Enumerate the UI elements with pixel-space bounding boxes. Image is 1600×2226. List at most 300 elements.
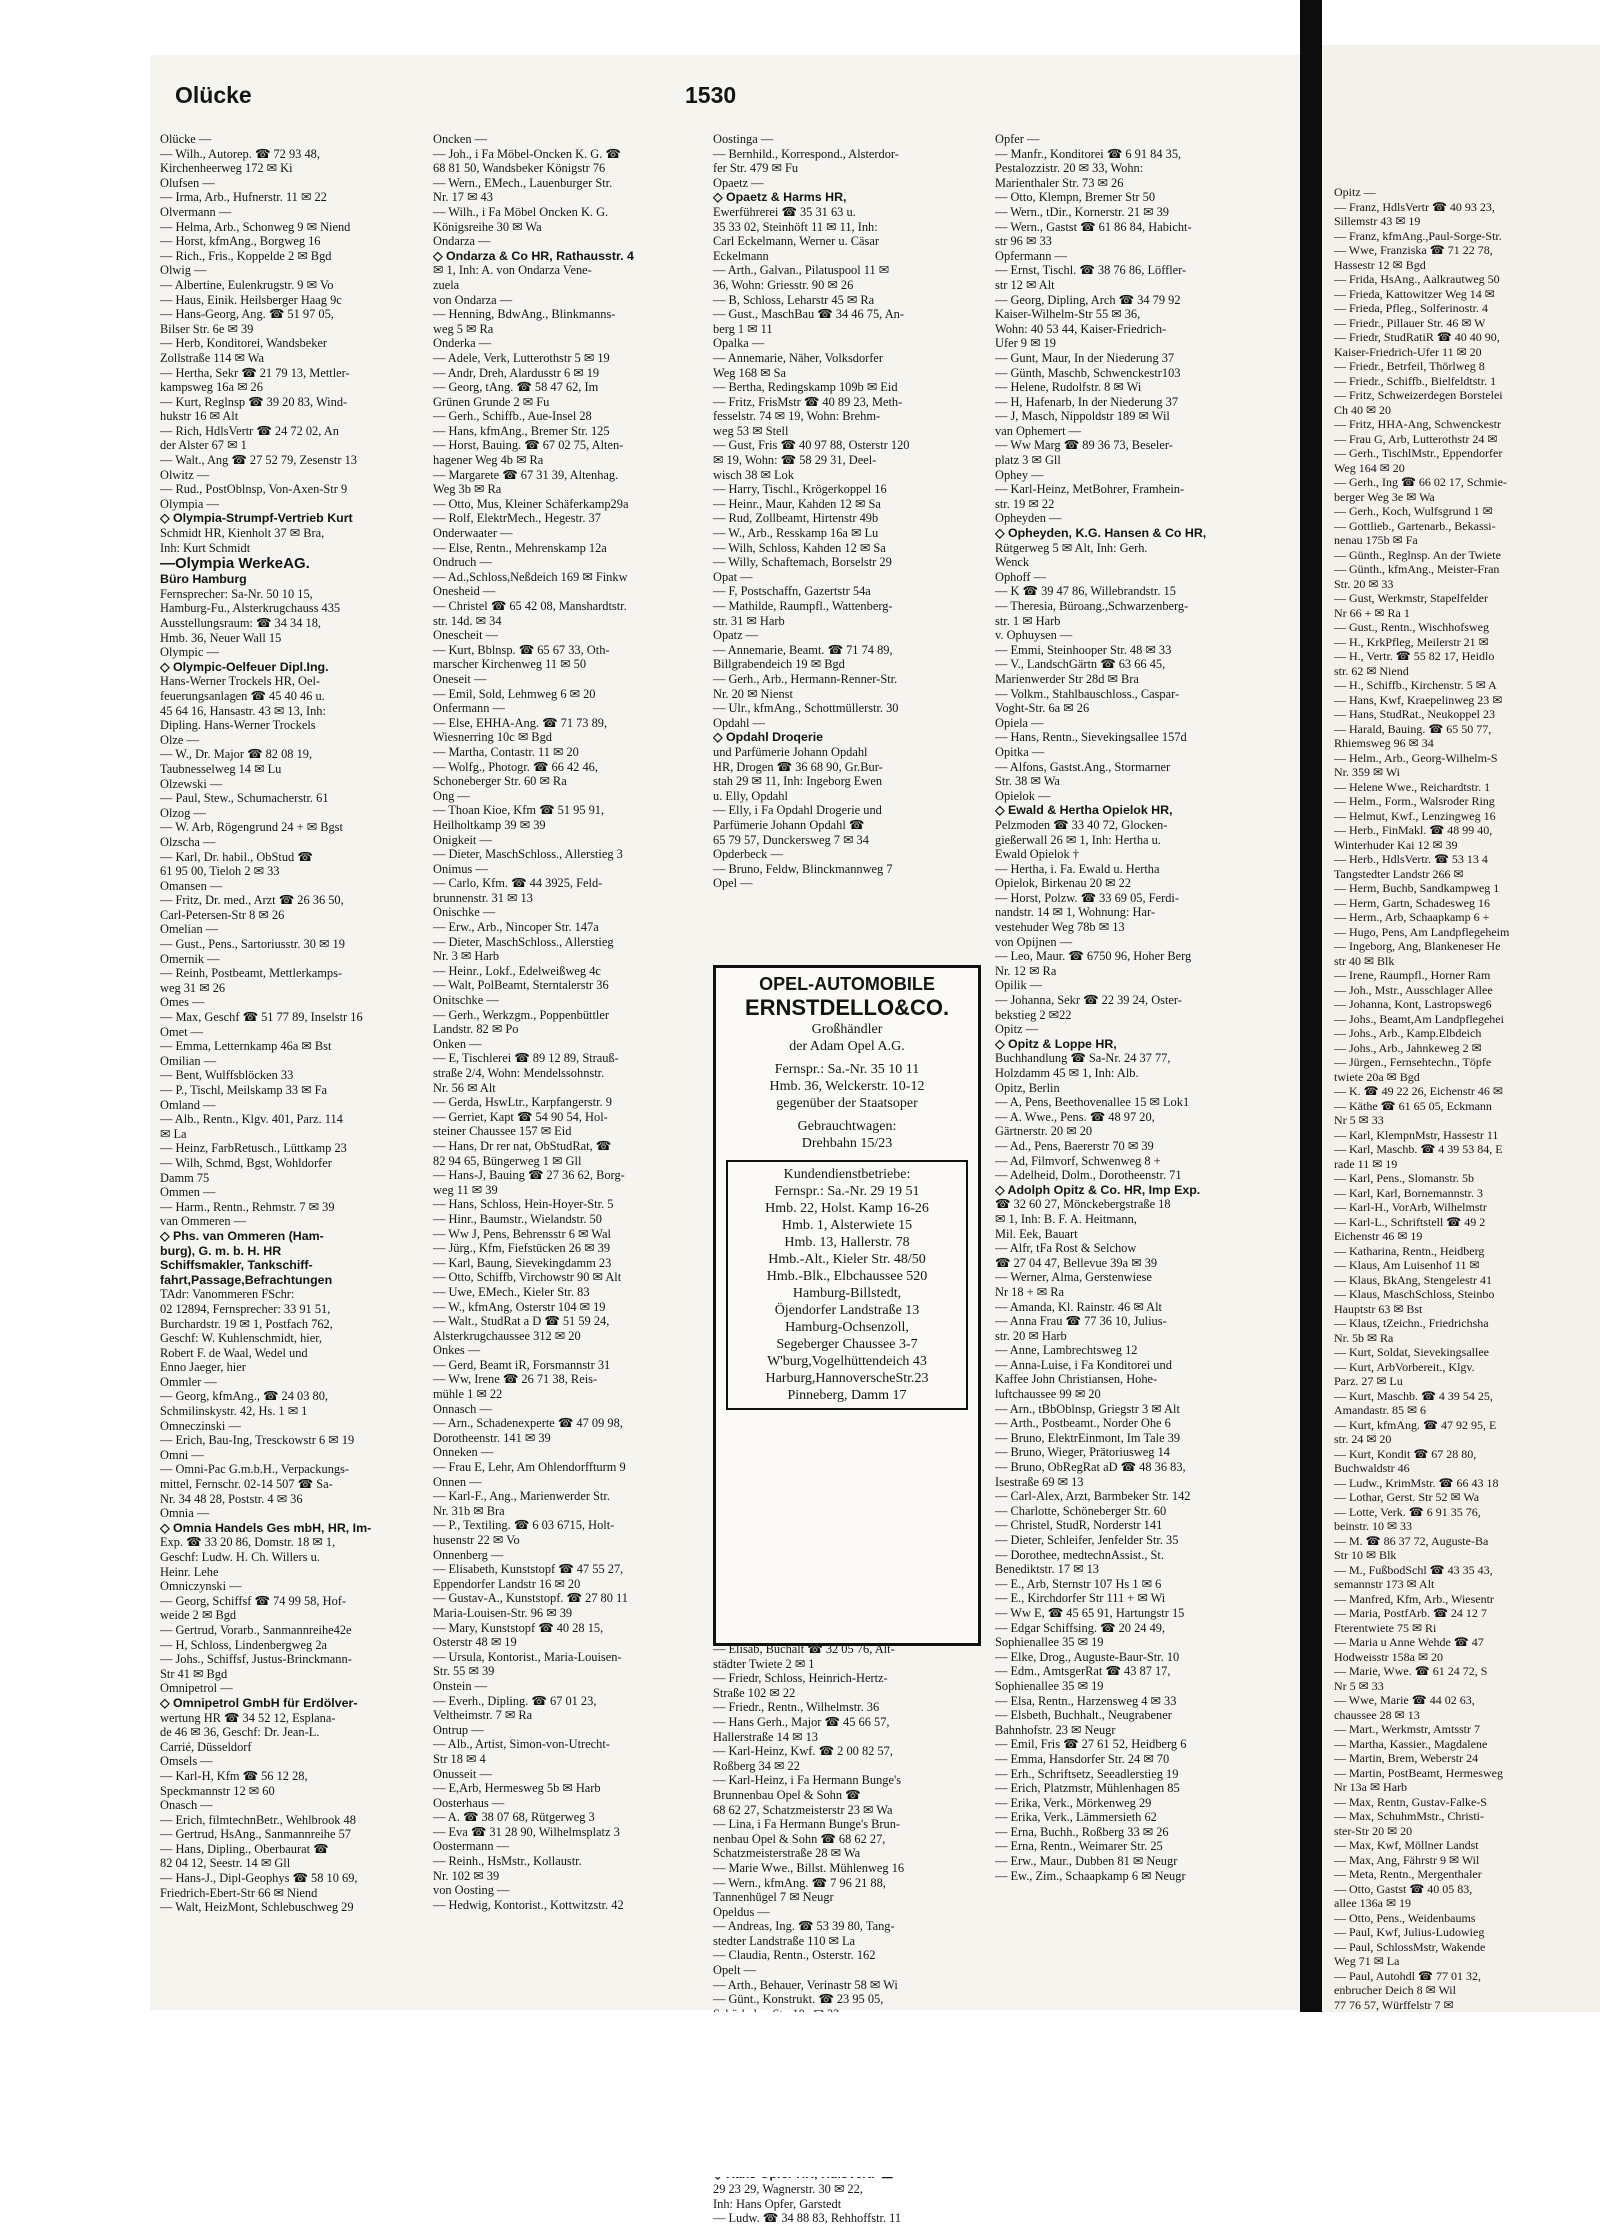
- directory-entry-line: ◇ Omnia Handels Ges mbH, HR, Im-: [160, 1520, 372, 1535]
- directory-entry-line: der Alster 67 ✉ 1: [160, 438, 247, 453]
- directory-entry-line: Marienwerder Str 28d ✉ Bra: [995, 671, 1139, 686]
- directory-entry-line: Kaiser-Friedrich-Ufer 11 ✉ 20: [1334, 344, 1482, 359]
- directory-entry-line: fer Str. 479 ✉ Fu: [713, 161, 799, 176]
- directory-entry-line: Nr 13a ✉ Harb: [1334, 1780, 1408, 1794]
- directory-entry-line: — Heinz, FarbRetusch., Lüttkamp 23: [160, 1141, 347, 1156]
- directory-entry-line: Hassestr 12 ✉ Bgd: [1334, 257, 1426, 272]
- directory-entry-line: bekstieg 2 ✉22: [995, 1007, 1072, 1022]
- directory-entry-line: Opielok, Birkenau 20 ✉ 22: [995, 876, 1131, 891]
- directory-entry-line: stedter Landstraße 110 ✉ La: [713, 1933, 856, 1948]
- directory-entry-line: Straße 102 ✉ 22: [713, 1685, 796, 1700]
- directory-entry-line: Olufsen —: [160, 175, 215, 190]
- directory-entry-line: Omet —: [160, 1024, 204, 1039]
- directory-entry-line: Oostermann —: [433, 1839, 510, 1854]
- directory-entry-line: Robert F. de Waal, Wedel und: [160, 1345, 308, 1360]
- directory-entry-line: 35 33 02, Steinhöft 11 ✉ 11, Inh:: [713, 219, 878, 234]
- directory-entry-line: 82 04 12, Seestr. 14 ✉ Gll: [160, 1856, 291, 1871]
- directory-entry-line: — Uwe, EMech., Kieler Str. 83: [433, 1284, 590, 1299]
- directory-entry-line: Roßberg 34 ✉ 22: [713, 1758, 800, 1773]
- directory-entry-line: wertung HR ☎ 34 52 12, Esplana-: [160, 1710, 336, 1725]
- directory-entry-line: — Edgar Schiffsing. ☎ 20 24 49,: [995, 1620, 1166, 1635]
- directory-entry-line: — Gust, Fris ☎ 40 97 88, Osterstr 120: [713, 438, 910, 453]
- ad-line: W'burg,Vogelhüttendeich 43: [767, 1354, 927, 1369]
- directory-entry-line: — Helm., Arb., Georg-Wilhelm-S: [1334, 750, 1498, 765]
- directory-entry-line: Omelian —: [160, 922, 219, 937]
- directory-entry-line: — Gertrud, HsAng., Sanmannreihe 57: [160, 1827, 351, 1842]
- directory-entry-line: — Adele, Verk, Lutterothstr 5 ✉ 19: [433, 350, 610, 365]
- directory-entry-line: — Helma, Arb., Schonweg 9 ✉ Niend: [160, 219, 351, 234]
- directory-entry-line: Pelzmoden ☎ 33 40 72, Glocken-: [995, 817, 1168, 832]
- directory-entry-line: weide 2 ✉ Bgd: [160, 1608, 237, 1623]
- directory-entry-line: — Haus, Einik. Heilsberger Haag 9c: [160, 292, 342, 307]
- directory-entry-line: — Helene, Rudolfstr. 8 ✉ Wi: [995, 380, 1142, 395]
- ad-line: gegenüber der Staatsoper: [776, 1096, 918, 1111]
- directory-entry-line: str. 20 ✉ Harb: [995, 1328, 1067, 1343]
- directory-entry-line: — Hinr., Baumstr., Wielandstr. 50: [433, 1211, 602, 1226]
- directory-entry-line: — Ludw. ☎ 34 88 83, Rehhoffstr. 11: [713, 2211, 902, 2226]
- directory-entry-line: Olwitz —: [160, 467, 210, 482]
- directory-entry-line: Weg 71 ✉ La: [1334, 1954, 1400, 1968]
- directory-entry-line: — Reinh., HsMstr., Kollaustr.: [433, 1854, 582, 1869]
- ad-line: Hmb. 13, Hallerstr. 78: [784, 1235, 910, 1250]
- directory-entry-line: Opfermann —: [995, 248, 1067, 263]
- directory-entry-line: Opatz —: [713, 628, 759, 643]
- directory-entry-line: hukstr 16 ✉ Alt: [160, 409, 239, 424]
- directory-entry-line: — M. ☎ 86 37 72, Auguste-Ba: [1334, 1533, 1489, 1548]
- directory-entry-line: Opelt —: [713, 1963, 757, 1978]
- directory-entry-line: — Friedr., Rentn., Wilhelmstr. 36: [713, 1700, 880, 1715]
- ad-line: Segeberger Chaussee 3-7: [776, 1337, 918, 1352]
- directory-entry-line: v. Ophuysen —: [995, 628, 1073, 643]
- directory-entry-line: Opitka —: [995, 744, 1045, 759]
- directory-entry-line: — Erw., Maur., Dubben 81 ✉ Neugr: [995, 1854, 1178, 1869]
- directory-entry-line: — J, Masch, Nippoldstr 189 ✉ Wil: [995, 409, 1170, 424]
- directory-entry-line: — Else, Rentn., Mehrenskamp 12a: [433, 540, 607, 555]
- directory-entry-line: — Gust., Pens., Sartoriusstr. 30 ✉ 19: [160, 937, 345, 952]
- directory-entry-line: — H., Vertr. ☎ 55 82 17, Heidlo: [1334, 649, 1495, 663]
- directory-entry-line: feuerungsanlagen ☎ 45 40 46 u.: [160, 688, 325, 703]
- directory-entry-line: — Reinh, Postbeamt, Mettlerkamps-: [160, 966, 343, 981]
- directory-entry-line: Parz. 27 ✉ Lu: [1334, 1374, 1403, 1388]
- directory-entry-line: semannstr 173 ✉ Alt: [1334, 1577, 1435, 1591]
- directory-entry-line: — Wilh, Schloss, Kahden 12 ✉ Sa: [713, 540, 886, 555]
- directory-entry-line: — Erika, Verk., Mörkenweg 29: [995, 1795, 1152, 1810]
- directory-entry-line: — P., Textiling. ☎ 6 03 6715, Holt-: [433, 1518, 615, 1533]
- directory-entry-line: Omnia —: [160, 1506, 210, 1521]
- directory-entry-line: Onimus —: [433, 861, 488, 876]
- directory-entry-line: Kirchenheerweg 172 ✉ Ki: [160, 161, 293, 176]
- directory-entry-line: — Manfred, Kfm, Arb., Wiesentr: [1334, 1591, 1494, 1606]
- directory-entry-line: — Hans, Schloss, Hein-Hoyer-Str. 5: [433, 1197, 614, 1212]
- directory-entry-line: — Katharina, Rentn., Heidberg: [1334, 1243, 1485, 1258]
- directory-entry-line: 61 95 00, Tieloh 2 ✉ 33: [160, 864, 280, 879]
- directory-entry-line: — Karl, KlempnMstr, Hassestr 11: [1334, 1127, 1499, 1142]
- directory-entry-line: Onesheid —: [433, 584, 496, 599]
- directory-entry-line: hagener Weg 4b ✉ Ra: [433, 453, 544, 468]
- directory-entry-line: ☎ 27 04 47, Bellevue 39a ✉ 39: [995, 1255, 1158, 1270]
- directory-entry-line: — Johs., Beamt,Am Landpflegehei: [1334, 1011, 1504, 1026]
- directory-entry-line: — Karl-Heinz, MetBohrer, Framhein-: [995, 482, 1185, 497]
- directory-entry-line: 45 64 16, Hansastr. 43 ✉ 13, Inh:: [160, 703, 326, 718]
- directory-entry-line: — Christel, StudR, Norderstr 141: [995, 1518, 1163, 1533]
- directory-entry-line: — Kurt, Reglnsp ☎ 39 20 83, Wind-: [160, 394, 348, 409]
- directory-entry-line: Opalka —: [713, 336, 765, 351]
- directory-entry-line: — Paul, SchlossMstr, Wakende: [1334, 1939, 1486, 1954]
- directory-entry-line: Olze —: [160, 732, 199, 747]
- directory-entry-line: — Arth., Behauer, Verinastr 58 ✉ Wi: [713, 1977, 898, 1992]
- directory-entry-line: — Gust., Rentn., Wischhofsweg: [1334, 620, 1489, 634]
- directory-entry-line: brunnenstr. 31 ✉ 13: [433, 890, 533, 905]
- directory-entry-line: — Ww Marg ☎ 89 36 73, Beseler-: [995, 438, 1173, 453]
- directory-entry-line: Olympia —: [160, 496, 219, 511]
- directory-entry-line: — Jürgen., Fernsehtechn., Töpfe: [1334, 1055, 1492, 1069]
- directory-entry-line: — Mary, Kunststopf ☎ 40 28 15,: [433, 1620, 604, 1635]
- directory-entry-line: — Karl, Dr. habil., ObStud ☎: [160, 849, 313, 864]
- directory-entry-line: Opitz —: [1334, 185, 1376, 199]
- directory-entry-line: — Erich, Platzmstr, Mühlenhagen 85: [995, 1781, 1180, 1796]
- directory-entry-line: Nr 66 + ✉ Ra 1: [1334, 605, 1410, 620]
- directory-entry-line: Billgrabendeich 19 ✉ Bgd: [713, 657, 845, 672]
- directory-entry-line: — Rud, Zollbeamt, Hirtenstr 49b: [713, 511, 879, 526]
- directory-entry-line: Opeldus —: [713, 1904, 770, 1919]
- directory-entry-line: Opaetz —: [713, 175, 764, 190]
- directory-entry-line: — Harm., Rentn., Rehmstr. 7 ✉ 39: [160, 1199, 335, 1214]
- directory-entry-line: — Dieter, MaschSchloss., Allerstieg 3: [433, 847, 623, 862]
- directory-entry-line: Ommler —: [160, 1374, 217, 1389]
- directory-entry-line: Wenck: [995, 555, 1030, 570]
- ad-contacts: [716, 1061, 978, 1112]
- ad-service-box: [726, 1160, 968, 1410]
- directory-entry-line: Onigkeit —: [433, 832, 492, 847]
- directory-entry-line: Str. 38 ✉ Wa: [995, 774, 1060, 789]
- directory-entry-line: — Otto, Gastst ☎ 40 05 83,: [1334, 1881, 1473, 1896]
- directory-entry-line: ✉ 1, Inh: A. von Ondarza Vene-: [433, 263, 592, 278]
- directory-entry-line: — Dorothee, medtechnAssist., St.: [995, 1547, 1164, 1562]
- directory-entry-line: — Otto, Mus, Kleiner Schäferkamp29a: [433, 496, 629, 511]
- directory-entry-line: — Frida, HsAng., Aalkrautweg 50: [1334, 272, 1500, 286]
- directory-column-1: [160, 132, 428, 1915]
- directory-entry-line: — Hans, Dipling., Oberbaurat ☎: [160, 1841, 329, 1856]
- directory-entry-line: — Hertha, Sekr ☎ 21 79 13, Mettler-: [160, 365, 350, 380]
- directory-entry-line: — Kurt, Soldat, Sievekingsallee: [1334, 1345, 1489, 1359]
- directory-entry-line: allee 136a ✉ 19: [1334, 1896, 1412, 1910]
- directory-entry-line: — Maria u Anne Wehde ☎ 47: [1334, 1635, 1484, 1649]
- directory-entry-line: — A, Pens, Beethovenallee 15 ✉ Lok1: [995, 1095, 1190, 1110]
- directory-entry-line: — Karl-Heinz, i Fa Hermann Bunge's: [713, 1773, 902, 1788]
- directory-entry-line: — Wilh, Schmd, Bgst, Wohldorfer: [160, 1155, 332, 1170]
- directory-entry-line: Rhiemsweg 96 ✉ 34: [1334, 736, 1434, 750]
- directory-entry-line: — E., Kirchdorfer Str 111 + ✉ Wi: [995, 1591, 1166, 1606]
- directory-entry-line: ◇ Olympic-Oelfeuer Dipl.Ing.: [160, 659, 329, 674]
- directory-entry-line: — Friedr., Pillauer Str. 46 ✉ W: [1334, 315, 1486, 330]
- directory-entry-line: — Arth., Postbeamt., Norder Ohe 6: [995, 1416, 1171, 1431]
- directory-entry-line: Onken —: [433, 1036, 482, 1051]
- directory-entry-line: — Hans-Georg, Ang. ☎ 51 97 05,: [160, 307, 334, 322]
- directory-entry-line: berg 1 ✉ 11: [713, 321, 773, 336]
- directory-entry-line: Carl Eckelmann, Werner u. Cäsar: [713, 234, 879, 249]
- directory-entry-line: Gärtnerstr. 20 ✉ 20: [995, 1124, 1093, 1139]
- directory-entry-line: — Gunt, Maur, In der Niederung 37: [995, 350, 1175, 365]
- directory-entry-line: — Ad, Filmvorf, Schwenweg 8 +: [995, 1153, 1161, 1168]
- directory-entry-line: — Erh., Schriftsetz, Seeadlerstieg 19: [995, 1766, 1179, 1781]
- directory-entry-line: Kaffee John Christiansen, Hohe-: [995, 1372, 1158, 1387]
- directory-entry-line: — Rud., PostOblnsp, Von-Axen-Str 9: [160, 482, 348, 497]
- directory-entry-line: Weg 168 ✉ Sa: [713, 365, 787, 380]
- directory-entry-line: Hallerstraße 14 ✉ 13: [713, 1729, 818, 1744]
- directory-entry-line: Inh: Kurt Schmidt: [160, 540, 251, 555]
- directory-entry-line: — Maria, PostfArb. ☎ 24 12 7: [1334, 1606, 1487, 1620]
- directory-entry-line: Bilser Str. 6e ✉ 39: [160, 321, 254, 336]
- directory-entry-line: — Klaus, tZeichn., Friedrichsha: [1334, 1316, 1489, 1330]
- directory-entry-line: Olzog —: [160, 805, 206, 820]
- directory-entry-line: Onstein —: [433, 1678, 488, 1693]
- directory-entry-line: Oostinga —: [713, 132, 774, 146]
- directory-entry-line: — Georg, Dipling, Arch ☎ 34 79 92: [995, 292, 1181, 307]
- directory-entry-line: str. 14d. ✉ 34: [433, 613, 502, 628]
- directory-entry-line: Amandastr. 85 ✉ 6: [1334, 1403, 1427, 1417]
- directory-entry-line: Str. 55 ✉ 39: [433, 1664, 495, 1679]
- directory-entry-line: Hmb. 36, Neuer Wall 15: [160, 630, 282, 645]
- directory-entry-line: — Bruno, Feldw, Blinckmannweg 7: [713, 861, 893, 876]
- directory-entry-line: Geschf: Ludw. H. Ch. Willers u.: [160, 1550, 320, 1564]
- directory-entry-line: — Leo, Maur. ☎ 6750 96, Hoher Berg: [995, 949, 1192, 964]
- directory-entry-line: — W., Arb., Resskamp 16a ✉ Lu: [713, 526, 879, 541]
- directory-entry-line: Ong —: [433, 788, 470, 803]
- directory-entry-line: — Martha, Contastr. 11 ✉ 20: [433, 744, 579, 759]
- directory-entry-line: — Hans, kfmAng., Bremer Str. 125: [433, 423, 610, 438]
- directory-entry-line: nandstr. 14 ✉ 1, Wohnung: Har-: [995, 905, 1155, 920]
- directory-entry-line: Königsreihe 30 ✉ Wa: [433, 219, 542, 234]
- directory-entry-line: — Otto, Klempn, Bremer Str 50: [995, 190, 1156, 205]
- directory-entry-line: — Martin, PostBeamt, Hermesweg: [1334, 1765, 1503, 1780]
- directory-entry-line: Carrié, Düsseldorf: [160, 1739, 252, 1754]
- directory-entry-line: — Günth, Maschb, Schwenckestr103: [995, 365, 1181, 380]
- directory-entry-line: Buchhandlung ☎ Sa-Nr. 24 37 77,: [995, 1051, 1171, 1066]
- directory-entry-line: 02 12894, Fernsprecher: 33 91 51,: [160, 1301, 331, 1316]
- directory-entry-line: — Bruno, ObRegRat aD ☎ 48 36 83,: [995, 1460, 1186, 1475]
- directory-entry-line: ◇ Olympia-Strumpf-Vertrieb Kurt: [160, 511, 353, 526]
- directory-entry-line: — Hans-J., Dipl-Geophys ☎ 58 10 69,: [160, 1871, 358, 1886]
- directory-entry-line: — Omni-Pac G.m.b.H., Verpackungs-: [160, 1462, 350, 1477]
- directory-entry-line: — Alb., Rentn., Klgv. 401, Parz. 114: [160, 1112, 343, 1127]
- directory-entry-line: — Meta, Rentn., Mergenthaler: [1334, 1867, 1482, 1881]
- directory-entry-line: Grünen Grunde 2 ✉ Fu: [433, 394, 550, 409]
- directory-entry-line: — Ad., Pens, Baererstr 70 ✉ 39: [995, 1138, 1154, 1153]
- directory-column-2: [433, 132, 701, 1912]
- directory-entry-line: Heilholtkamp 39 ✉ 39: [433, 817, 546, 832]
- directory-entry-line: — Johs., Arb., Kamp.Elbdeich: [1334, 1026, 1482, 1040]
- directory-entry-line: Alsterkrugchaussee 312 ✉ 20: [433, 1328, 581, 1343]
- directory-entry-line: — Karl, Pens., Slomanstr. 5b: [1334, 1171, 1474, 1185]
- directory-entry-line: Ophey —: [995, 467, 1044, 482]
- directory-entry-line: — Wern., kfmAng. ☎ 7 96 21 88,: [713, 1875, 886, 1890]
- directory-entry-line: marscher Kirchenweg 11 ✉ 50: [433, 657, 587, 672]
- directory-entry-line: Isestraße 69 ✉ 13: [995, 1474, 1084, 1489]
- directory-entry-line: Sillemstr 43 ✉ 19: [1334, 214, 1421, 228]
- directory-entry-line: — Andreas, Ing. ☎ 53 39 80, Tang-: [713, 1919, 895, 1934]
- directory-entry-line: weg 11 ✉ 39: [433, 1182, 498, 1197]
- directory-entry-line: burg), G. m. b. H. HR: [160, 1243, 282, 1258]
- directory-entry-line: steiner Chaussee 157 ✉ Eid: [433, 1124, 572, 1139]
- directory-entry-line: Omni —: [160, 1447, 204, 1462]
- directory-entry-line: — Georg, kfmAng., ☎ 24 03 80,: [160, 1389, 329, 1404]
- directory-entry-line: ◇ Opheyden, K.G. Hansen & Co HR,: [995, 526, 1207, 541]
- directory-entry-line: Voght-Str. 6a ✉ 26: [995, 701, 1090, 716]
- ad-line: Harburg,HannoverscheStr.23: [765, 1371, 929, 1386]
- directory-entry-line: Onusseit —: [433, 1766, 492, 1781]
- directory-entry-line: — Hans, Dr rer nat, ObStudRat, ☎: [433, 1138, 612, 1153]
- next-page-column: [1334, 185, 1600, 2012]
- directory-entry-line: — Kurt, Kondit ☎ 67 28 80,: [1334, 1446, 1477, 1461]
- directory-entry-line: — Kurt, Bblnsp. ☎ 65 67 33, Oth-: [433, 642, 610, 657]
- directory-entry-line: — Gerh., TischlMstr., Eppendorfer: [1334, 446, 1503, 460]
- directory-entry-line: Büro Hamburg: [160, 572, 247, 587]
- directory-entry-line: — Alb., Artist, Simon-von-Utrecht-: [433, 1737, 610, 1752]
- directory-entry-line: städter Twiete 2 ✉ 1: [713, 1656, 815, 1671]
- directory-entry-line: — Wwe, Marie ☎ 44 02 63,: [1334, 1693, 1475, 1707]
- directory-entry-line: Friedrich-Ebert-Str 66 ✉ Niend: [160, 1885, 318, 1900]
- directory-entry-line: Onkes —: [433, 1343, 481, 1358]
- directory-entry-line: Opdahl —: [713, 715, 765, 730]
- directory-entry-line: ◇ Ewald & Hertha Opielok HR,: [995, 803, 1173, 818]
- running-head: Olücke: [175, 82, 252, 108]
- directory-entry-line: — Charlotte, Schöneberger Str. 60: [995, 1503, 1167, 1518]
- directory-entry-line: — Volkm., Stahlbauschloss., Caspar-: [995, 686, 1180, 701]
- directory-entry-line: — H., Schiffb., Kirchenstr. 5 ✉ A: [1334, 678, 1497, 692]
- directory-entry-line: — Carl-Alex, Arzt, Barmbeker Str. 142: [995, 1489, 1191, 1504]
- directory-entry-line: — Friedr., Betrfeil, Thörlweg 8: [1334, 359, 1485, 373]
- directory-entry-line: — Adelheid, Dolm., Dorotheenstr. 71: [995, 1168, 1182, 1183]
- directory-entry-line: — Hugo, Pens, Am Landpflegeheim: [1334, 924, 1510, 939]
- directory-entry-line: — Gerda, HswLtr., Karpfangerstr. 9: [433, 1095, 612, 1110]
- directory-entry-line: mühle 1 ✉ 22: [433, 1387, 503, 1402]
- directory-entry-line: — Wern., Gastst ☎ 61 86 84, Habicht-: [995, 219, 1192, 234]
- directory-entry-line: Brunnenbau Opel & Sohn ☎: [713, 1787, 861, 1802]
- directory-entry-line: Opat —: [713, 569, 753, 584]
- directory-entry-line: twiete 20a ✉ Bgd: [1334, 1069, 1420, 1084]
- directory-entry-line: — Bent, Wulffsblöcken 33: [160, 1068, 294, 1083]
- directory-entry-line: Omnipetrol —: [160, 1681, 233, 1696]
- directory-entry-line: Fterentwiete 75 ✉ Ri: [1334, 1620, 1437, 1635]
- directory-entry-line: — Gerh., Werkzgm., Poppenbüttler: [433, 1007, 609, 1022]
- directory-entry-line: weg 5 ✉ Ra: [433, 321, 494, 336]
- directory-entry-line: Olympic —: [160, 645, 219, 660]
- directory-entry-line: Onescheit —: [433, 628, 499, 643]
- directory-entry-line: Schiffsmakler, Tankschiff-: [160, 1258, 313, 1273]
- book-gutter: [1300, 0, 1322, 2015]
- directory-entry-line: Omsels —: [160, 1754, 213, 1769]
- directory-entry-line: Dipling. Hans-Werner Trockels: [160, 718, 316, 733]
- directory-entry-line: — Harry, Tischl., Krögerkoppel 16: [713, 482, 887, 497]
- directory-entry-line: — Erich, Bau-Ing, Tresckowstr 6 ✉ 19: [160, 1433, 355, 1448]
- ad-line: Gebrauchtwagen:: [797, 1119, 897, 1134]
- directory-entry-line: Nr 5 ✉ 33: [1334, 1678, 1384, 1693]
- directory-entry-line: van Ophemert —: [995, 423, 1082, 438]
- directory-entry-line: — Karl, Karl, Bornemannstr. 3: [1334, 1185, 1483, 1200]
- directory-entry-line: Ausstellungsraum: ☎ 34 34 18,: [160, 616, 322, 630]
- page-header: [175, 82, 1285, 112]
- directory-entry-line: Eichenstr 46 ✉ 19: [1334, 1229, 1423, 1243]
- directory-entry-line: Omneczinski —: [160, 1418, 241, 1433]
- directory-entry-line: — Irene, Raumpfl., Horner Ram: [1334, 968, 1491, 982]
- directory-entry-line: str 12 ✉ Alt: [995, 277, 1055, 292]
- directory-entry-line: Onderka —: [433, 336, 492, 351]
- directory-entry-line: — Elisab, Buchalt ☎ 32 05 76, Alt-: [713, 1642, 895, 1656]
- directory-entry-line: Ewald Opielok †: [995, 847, 1079, 862]
- directory-entry-line: — Bernhild., Korrespond., Alsterdor-: [713, 146, 899, 161]
- directory-entry-line: — Ingeborg, Ang, Blankeneser He: [1334, 939, 1501, 953]
- directory-entry-line: Nr. 34 48 28, Poststr. 4 ✉ 36: [160, 1491, 303, 1506]
- directory-entry-line: Winterhuder Kai 12 ✉ 39: [1334, 837, 1458, 852]
- directory-entry-line: — A. ☎ 38 07 68, Rütgerweg 3: [433, 1810, 595, 1825]
- directory-entry-line: — H., KrkPfleg, Meilerstr 21 ✉: [1334, 634, 1489, 649]
- directory-entry-line: — P., Tischl, Meilskamp 33 ✉ Fa: [160, 1083, 328, 1097]
- directory-entry-line: — Gerh., Ing ☎ 66 02 17, Schmie-: [1334, 475, 1507, 489]
- directory-entry-line: — H, Hafenarb, In der Niederung 37: [995, 394, 1179, 409]
- directory-entry-line: Nr 18 + ✉ Ra: [995, 1284, 1064, 1299]
- directory-entry-line: — Klaus, BkAng, Stengelestr 41: [1334, 1272, 1492, 1287]
- directory-entry-line: gießerwall 26 ✉ 1, Inh: Hertha u.: [995, 832, 1161, 847]
- directory-entry-line: Opderbeck —: [713, 847, 783, 862]
- directory-entry-line: — Herm., Arb, Schaapkamp 6 +: [1334, 910, 1490, 924]
- directory-entry-line: Onnen —: [433, 1474, 482, 1489]
- directory-entry-line: — Martin, Brem, Weberstr 24: [1334, 1751, 1479, 1765]
- ad-service-list: [732, 1166, 962, 1404]
- directory-entry-line: — Gerh., Schiffb., Aue-Insel 28: [433, 409, 592, 424]
- directory-entry-line: — Frau E, Lehr, Am Ohlendorffturm 9: [433, 1460, 626, 1475]
- directory-entry-line: beinstr. 10 ✉ 33: [1334, 1519, 1413, 1533]
- directory-entry-line: — Hans, Kwf, Kraepelinweg 23 ✉: [1334, 692, 1503, 707]
- directory-entry-line: ◇ Opdahl Droqerie: [713, 730, 824, 745]
- directory-entry-line: Opheyden —: [995, 511, 1062, 526]
- directory-entry-line: — Max, SchuhmMstr., Christi-: [1334, 1809, 1485, 1823]
- ad-line: Pinneberg, Damm 17: [787, 1388, 907, 1403]
- directory-entry-line: Maria-Louisen-Str. 96 ✉ 39: [433, 1605, 573, 1620]
- directory-entry-line: — Horst, kfmAng., Borgweg 16: [160, 234, 321, 249]
- directory-entry-line: — E., Arb, Sternstr 107 Hs 1 ✉ 6: [995, 1576, 1162, 1591]
- page-next: [1322, 45, 1600, 2015]
- directory-entry-line: — Martha, Kassier., Magdalene: [1334, 1736, 1488, 1751]
- ad-line: Hamburg-Ochsenzoll,: [785, 1320, 909, 1335]
- directory-column-3: [713, 132, 981, 891]
- directory-entry-line: TAdr: Vanommeren FSchr:: [160, 1287, 295, 1302]
- directory-entry-line: — Everh., Dipling. ☎ 67 01 23,: [433, 1693, 597, 1708]
- directory-entry-line: 36, Wohn: Griesstr. 90 ✉ 26: [713, 277, 854, 292]
- directory-entry-line: ✉ 19, Wohn: ☎ 58 29 31, Deel-: [713, 453, 877, 468]
- directory-entry-line: husenstr 22 ✉ Vo: [433, 1533, 520, 1547]
- directory-entry-line: zuela: [433, 277, 460, 292]
- directory-entry-line: fahrt,Passage,Befrachtungen: [160, 1272, 333, 1287]
- directory-entry-line: Rütgerweg 5 ✉ Alt, Inh: Gerh.: [995, 540, 1148, 555]
- directory-entry-line: — Emmi, Steinhooper Str. 48 ✉ 33: [995, 642, 1172, 657]
- directory-entry-line: Onderwaater —: [433, 526, 513, 541]
- directory-entry-line: — Ww E, ☎ 45 65 91, Hartungstr 15: [995, 1605, 1185, 1620]
- directory-entry-line: — Emma, Letternkamp 46a ✉ Bst: [160, 1039, 332, 1054]
- directory-entry-line: — Kurt, ArbVorbereit., Klgv.: [1334, 1359, 1475, 1374]
- directory-entry-line: — Johanna, Sekr ☎ 22 39 24, Oster-: [995, 993, 1182, 1008]
- directory-entry-line: — Annemarie, Beamt. ☎ 71 74 89,: [713, 642, 893, 657]
- directory-entry-line: Fernsprecher: Sa-Nr. 50 10 15,: [160, 586, 313, 601]
- directory-entry-line: — Max, Rentn, Gustav-Falke-S: [1334, 1794, 1487, 1809]
- directory-entry-line: Veltheimstr. 7 ✉ Ra: [433, 1708, 533, 1723]
- directory-entry-line: — Gustav-A., Kunststopf. ☎ 27 80 11: [433, 1591, 628, 1606]
- directory-entry-line: Marienthaler Str. 73 ✉ 26: [995, 175, 1124, 190]
- directory-entry-line: — Elisabeth, Kunststopf ☎ 47 55 27,: [433, 1562, 624, 1577]
- directory-entry-line: — Friedr., Schiffb., Bielfeldtstr. 1: [1334, 373, 1497, 388]
- directory-entry-line: 77 76 57, Würffelstr 7 ✉: [1334, 1997, 1454, 2012]
- directory-entry-line: — Friedr, Schloss, Heinrich-Hertz-: [713, 1671, 888, 1686]
- directory-entry-line: fesselstr. 74 ✉ 19, Wohn: Brehm-: [713, 409, 881, 424]
